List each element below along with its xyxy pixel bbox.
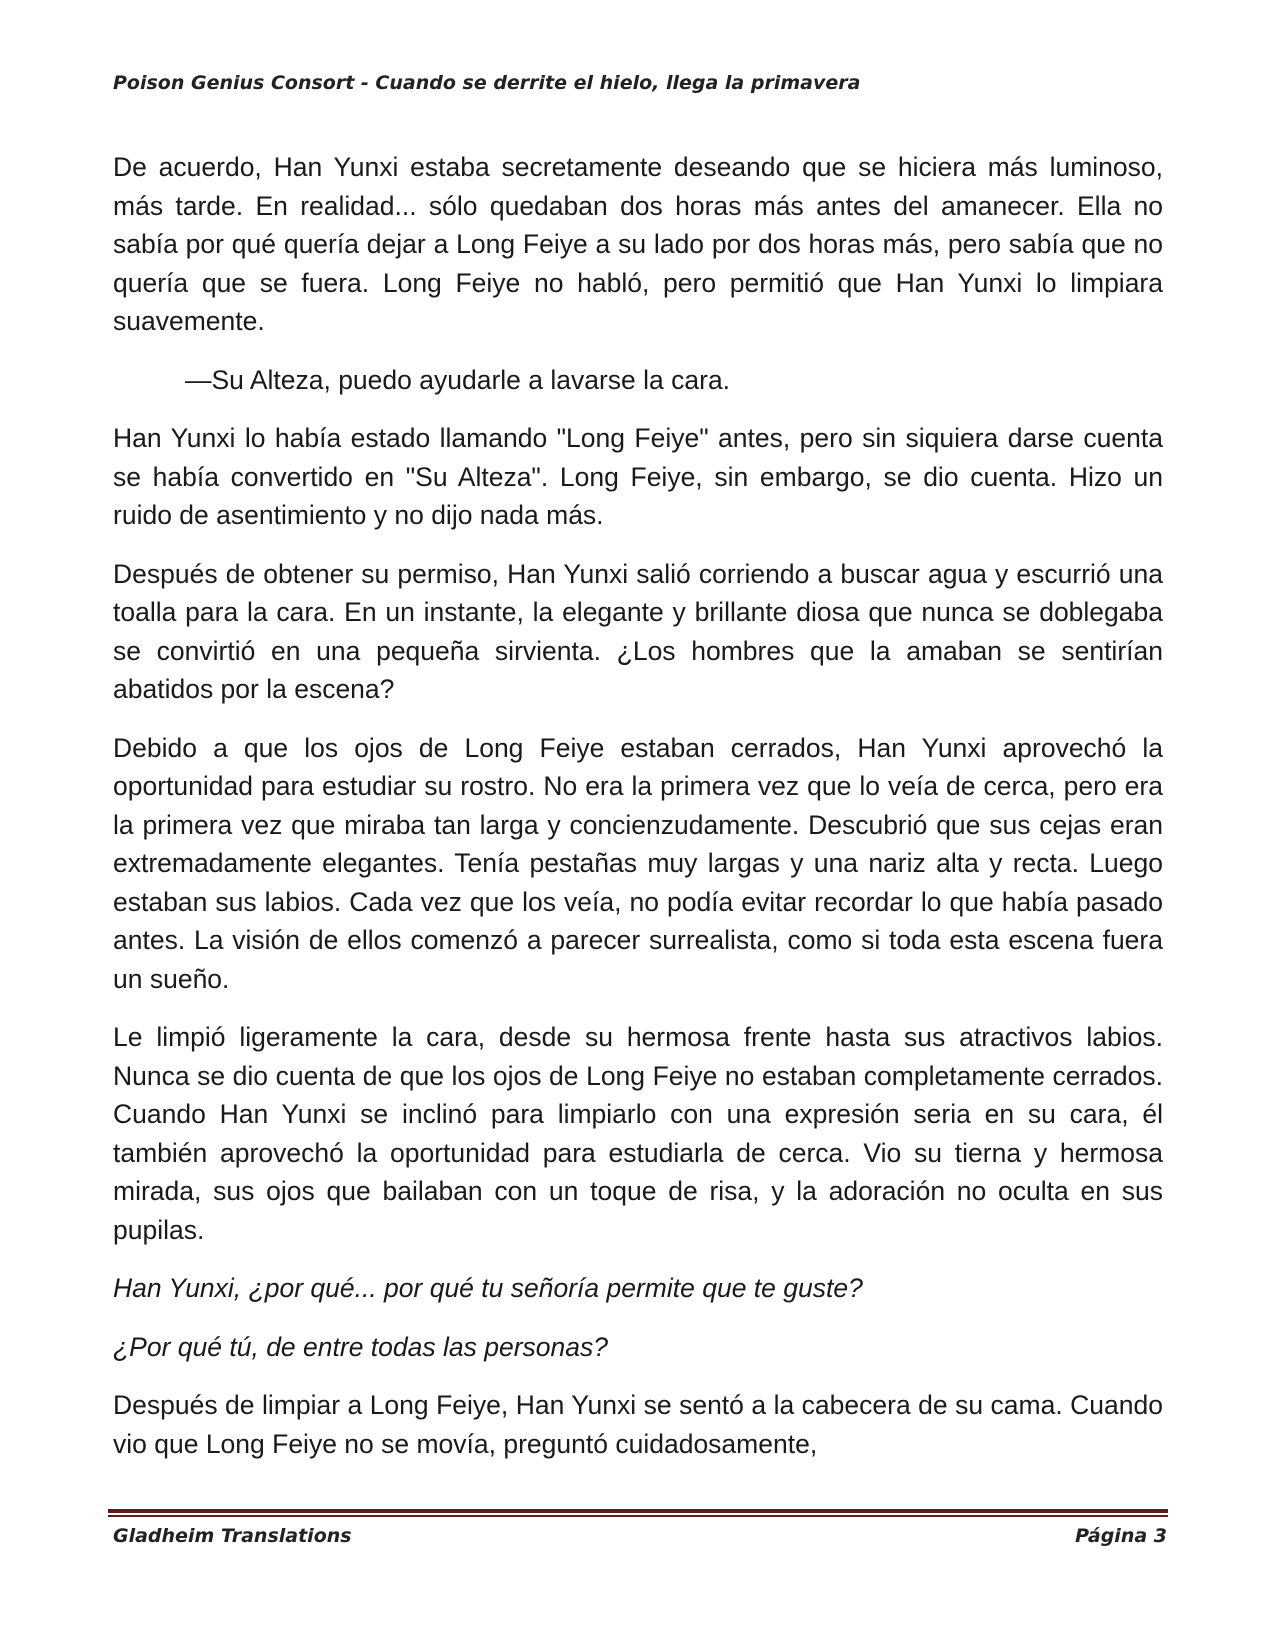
dialogue-paragraph: —Su Alteza, puedo ayudarle a lavarse la cara.: [185, 364, 731, 395]
page-number: Página 3: [1075, 1525, 1167, 1547]
body-text: [113, 148, 1163, 1483]
italic-thought: Han Yunxi, ¿por qué... por qué tu señoría permite que te guste?: [113, 1273, 863, 1303]
paragraph: Le limpió ligeramente la cara, desde su hermosa frente hasta sus atractivos labios. Nunca se dio cuenta de que los ojos de Long Feiye no estaban completamente cerrados. Cuando Han Yunxi se inclinó para limpiarlo con una expresión seria en su cara, él también aprovechó la oportunidad para estudiarla de cerca. Vio su tierna y hermosa mirada, sus ojos que bailaban con un toque de risa, y la adoración no oculta en sus pupilas.: [113, 1022, 1163, 1245]
footer-rule: [108, 1509, 1168, 1518]
paragraph: Han Yunxi lo había estado llamando "Long Feiye" antes, pero sin siquiera darse cuenta se había convertido en "Su Alteza". Long Feiye, sin embargo, se dio cuenta. Hizo un ruido de asentimiento y no dijo nada más.: [113, 423, 1163, 530]
paragraph: Debido a que los ojos de Long Feiye estaban cerrados, Han Yunxi aprovechó la oportunidad para estudiar su rostro. No era la primera vez que lo veía de cerca, pero era la primera vez que miraba tan larga y concienzudamente. Descubrió que sus cejas eran extremadamente elegantes. Tenía pestañas muy largas y una nariz alta y recta. Luego estaban sus labios. Cada vez que los veía, no podía evitar recordar lo que había pasado antes. La visión de ellos comenzó a parecer surrealista, como si toda esta escena fuera un sueño.: [113, 732, 1163, 994]
paragraph: Después de obtener su permiso, Han Yunxi salió corriendo a buscar agua y escurrió una toalla para la cara. En un instante, la elegante y brillante diosa que nunca se doblegaba se convirtió en una pequeña sirvienta. ¿Los hombres que la amaban se sentirían abatidos por la escena?: [113, 558, 1163, 704]
paragraph: Después de limpiar a Long Feiye, Han Yunxi se sentó a la cabecera de su cama. Cuando vio que Long Feiye no se movía, preguntó cuidadosamente,: [113, 1390, 1163, 1459]
running-header: Poison Genius Consort - Cuando se derrite el hielo, llega la primavera: [113, 72, 861, 94]
footer-rule-thin: [108, 1515, 1168, 1517]
footer-rule-thick: [108, 1509, 1168, 1513]
italic-thought: ¿Por qué tú, de entre todas las personas?: [113, 1331, 608, 1362]
footer-translator: Gladheim Translations: [113, 1525, 352, 1547]
paragraph: De acuerdo, Han Yunxi estaba secretamente deseando que se hiciera más luminoso, más tarde. En realidad... sólo quedaban dos horas más antes del amanecer. Ella no sabía por qué quería dejar a Long Feiye a su lado por dos horas más, pero sabía que no quería que se fuera. Long Feiye no habló, pero permitió que Han Yunxi lo limpiara suavemente.: [113, 152, 1163, 336]
